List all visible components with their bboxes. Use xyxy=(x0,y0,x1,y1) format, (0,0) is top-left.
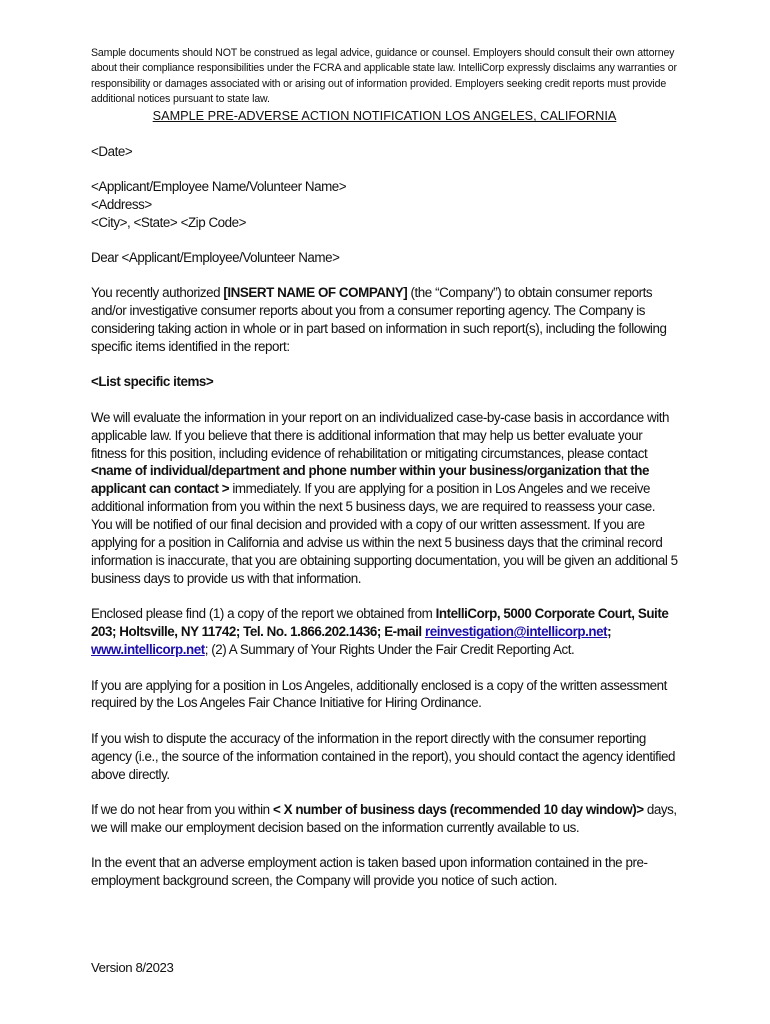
paragraph-text: You recently authorized xyxy=(91,285,224,301)
paragraph-adverse-action: In the event that an adverse employment action is taken based upon information contained in the pre-employment background screen, the Company will provide you notice of such action. xyxy=(91,855,648,889)
separator: ; xyxy=(607,624,612,640)
disclaimer-text: Sample documents should NOT be construed as legal advice, guidance or counsel. Employers should consult their own attorney about their compliance responsibilities under the FCRA and applicable state law. IntelliCorp expressly disclaims any warranties or responsibility or damages associated with or arising out of information provided. Employers seeking credit reports must provide additional notices pursuant to state law. xyxy=(91,47,677,105)
email-link[interactable]: reinvestigation@intellicorp.net xyxy=(424,624,608,640)
paragraph-authorization xyxy=(91,284,678,356)
paragraph-text: days, we will make our employment decision based on the information currently available to us. xyxy=(91,802,677,835)
paragraph-text: We will evaluate the information in your report on an individualized case-by-case basis in accordance with applicable law. If you believe that there is additional information that may help us better evaluate your fitness for this position, including evidence of rehabilitation or mitigating circumstances, please contact xyxy=(91,409,670,461)
company-name-placeholder: [INSERT NAME OF COMPANY] xyxy=(223,285,408,301)
website-link[interactable]: www.intellicorp.net xyxy=(91,642,205,658)
contact-placeholder: <name of individual/department and phone number within your business/organization that the applicant can contact > xyxy=(91,463,650,497)
paragraph-text: immediately. If you are applying for a position in Los Angeles and we receive additional information from you within the next 5 business days, we are required to reassess your case. You will be notified of our final decision and provided with a copy of our written assessment. If you are applying for a position in California and advise us within the next 5 business days that the criminal record information is inaccurate, that you are obtaining supporting documentation, you will be given an additional 5 business days to provide us with that information. xyxy=(91,481,678,586)
paragraph-text: ; (2) A Summary of Your Rights Under the Fair Credit Reporting Act. xyxy=(204,642,575,658)
paragraph-text: If we do not hear from you within xyxy=(91,802,273,818)
list-items-placeholder: <List specific items> xyxy=(91,374,214,390)
paragraph-evaluation xyxy=(91,409,678,588)
salutation: Dear <Applicant/Employee/Volunteer Name> xyxy=(91,249,340,265)
paragraph-response-window xyxy=(91,801,678,837)
recipient-address: <Address> xyxy=(91,197,152,212)
recipient-block xyxy=(91,178,678,232)
date-placeholder: <Date> xyxy=(91,144,133,160)
days-placeholder: < X number of business days (recommended 10 day window)> xyxy=(272,802,644,818)
agency-address: IntelliCorp, 5000 Corporate Court, Suite 203; Holtsville, NY 11742; Tel. No. 1.866.202.1436; E-mail xyxy=(91,606,669,640)
paragraph-los-angeles: If you are applying for a position in Los Angeles, additionally enclosed is a copy of the written assessment required by the Los Angeles Fair Chance Initiative for Hiring Ordinance. xyxy=(91,677,667,711)
recipient-name: <Applicant/Employee Name/Volunteer Name> xyxy=(91,179,347,195)
version-footer: Version 8/2023 xyxy=(91,960,174,975)
list-specific-items xyxy=(91,373,678,391)
document-title: SAMPLE PRE-ADVERSE ACTION NOTIFICATION LOS ANGELES, CALIFORNIA xyxy=(152,109,617,124)
paragraph-dispute: If you wish to dispute the accuracy of the information in the report directly with the consumer reporting agency (i.e., the source of the information contained in the report), you should contact the agency identified above directly. xyxy=(91,730,675,782)
recipient-city-state-zip: <City>, <State> <Zip Code> xyxy=(91,214,247,230)
paragraph-enclosures xyxy=(91,605,678,659)
paragraph-text: (the “Company”) to obtain consumer reports and/or investigative consumer reports about you from a consumer reporting agency. The Company is considering taking action in whole or in part based on information in such report(s), including the following specific items identified in the report: xyxy=(91,285,667,354)
paragraph-text: Enclosed please find (1) a copy of the report we obtained from xyxy=(91,606,436,622)
